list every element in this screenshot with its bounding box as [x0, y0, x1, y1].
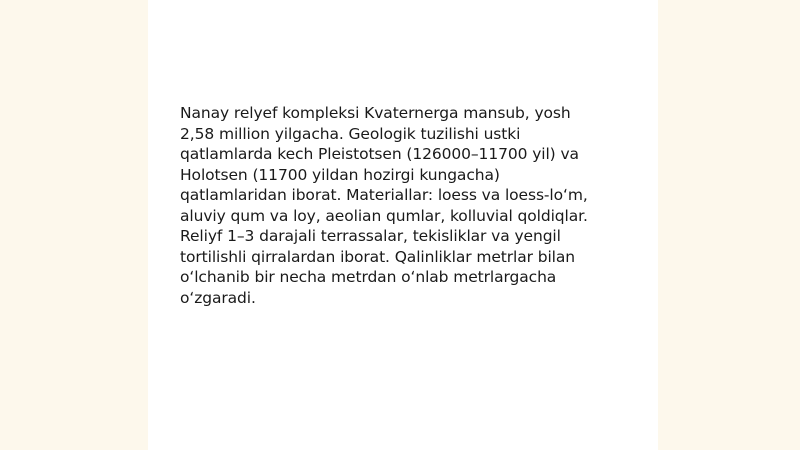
body-paragraph: Nanay relyef kompleksi Kvaternerga mansub, yosh 2,58 million yilgacha. Geologik tuzilishi ustki qatlamlarda kech Pleistotsen (126000–11700 yil) va Holotsen (11700 yildan hozirgi kungacha) qatlamlaridan iborat. Materiallar: loess va loess-loʻm, aluviy qum va loy, aeolian qumlar, kolluvial qoldiqlar. Reliyf 1–3 darajali terrassalar, tekisliklar va yengil tortilishli qirralardan iborat. Qalinliklar metrlar bilan oʻlchanib bir necha metrdan oʻnlab metrlargacha oʻzgaradi.: [180, 104, 588, 307]
document-page: [148, 0, 658, 450]
